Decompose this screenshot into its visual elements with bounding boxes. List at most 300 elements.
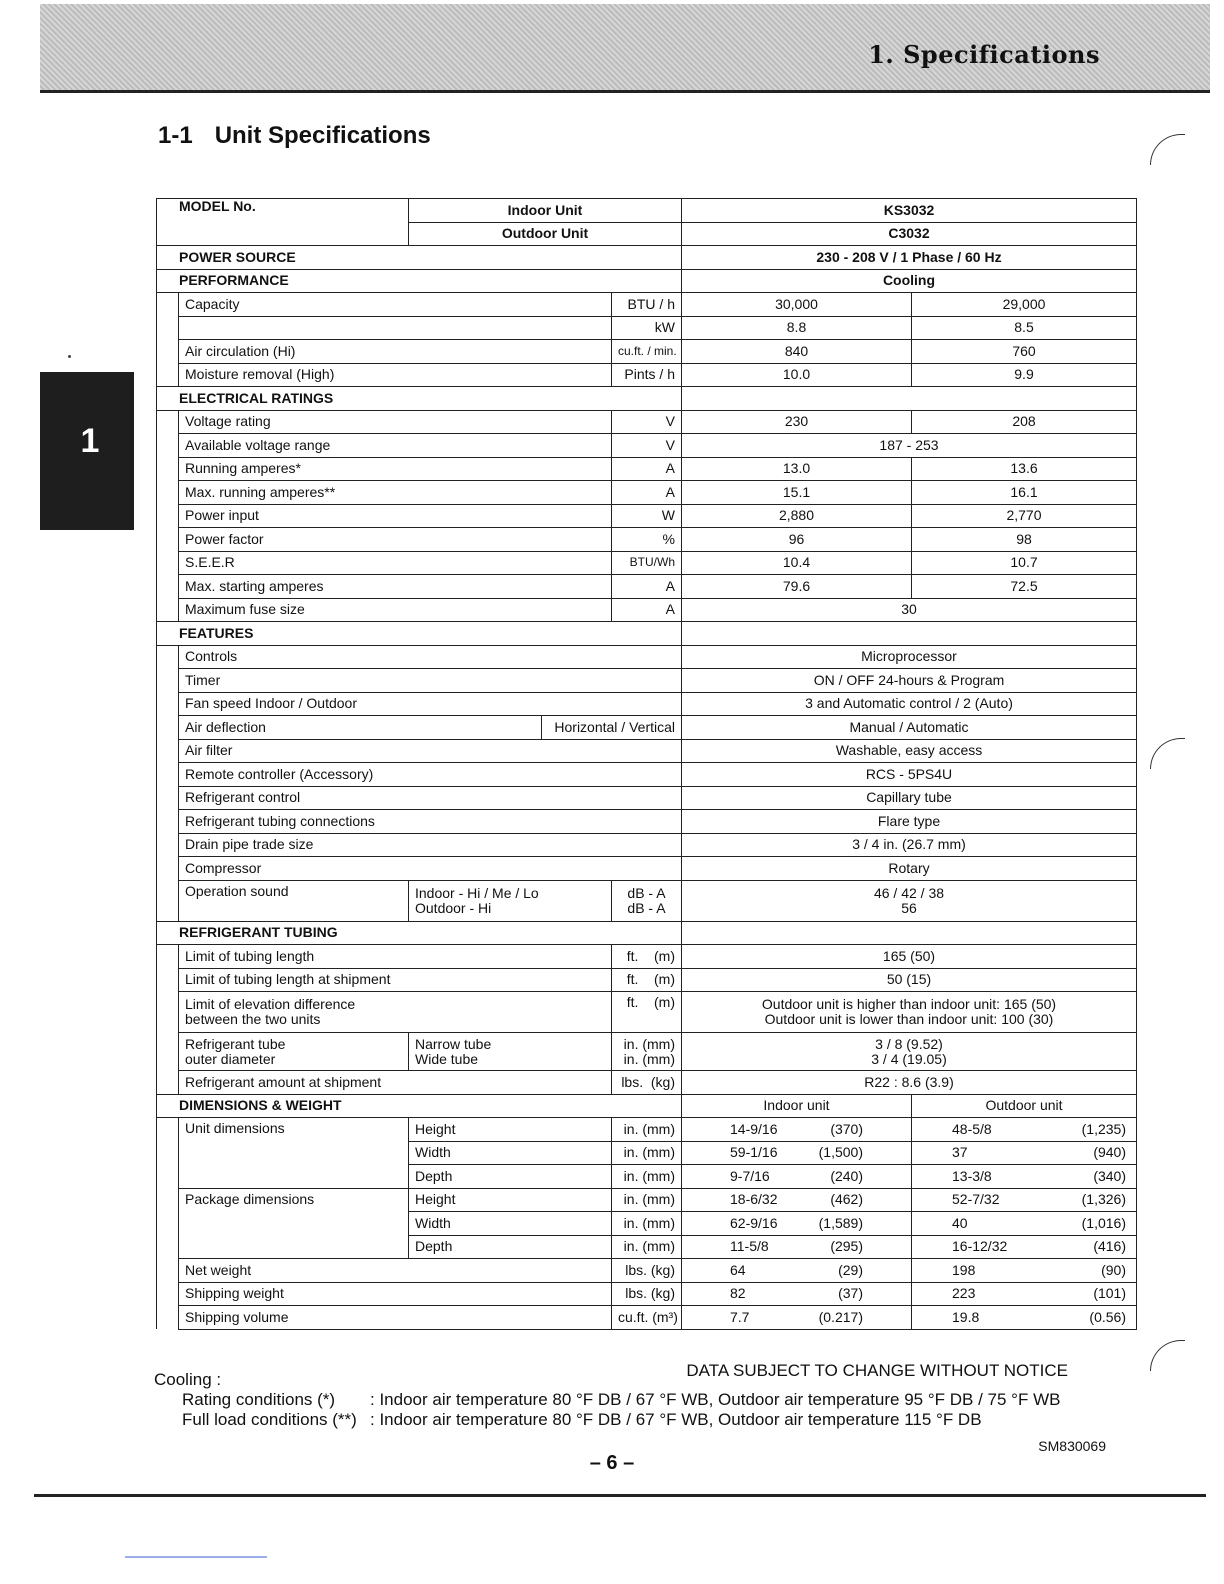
performance-mode: Cooling	[682, 269, 1137, 293]
indoor-model: KS3032	[682, 199, 1137, 223]
row-value: RCS - 5PS4U	[682, 763, 1137, 787]
indent-cell	[157, 1188, 179, 1212]
indent-cell	[157, 880, 179, 921]
elevation-value-line: Outdoor unit is lower than indoor unit: 100 (30)	[764, 1011, 1054, 1027]
indent-cell	[157, 1235, 179, 1259]
row-label: Max. running amperes**	[179, 481, 612, 505]
table-row	[157, 921, 1137, 945]
table-row	[157, 387, 1137, 411]
row-sub	[409, 1033, 612, 1071]
row-value-indoor: 10.4	[682, 551, 912, 575]
dim-outdoor-mm: (1,016)	[1081, 1214, 1126, 1231]
row-value-indoor: 79.6	[682, 575, 912, 599]
weight-indoor-mm: (29)	[838, 1261, 863, 1278]
footer-rule	[34, 1494, 1206, 1497]
weight-outdoor-in: 19.8	[952, 1308, 980, 1325]
section-heading	[158, 122, 431, 150]
electrical-label: ELECTRICAL RATINGS	[157, 387, 682, 411]
row-unit: cu.ft. (m³)	[612, 1306, 682, 1330]
indent-cell	[157, 763, 179, 787]
footer-accent-bar	[125, 1556, 267, 1558]
rating-text: : Indoor air temperature 80 °F DB / 67 °F WB, Outdoor air temperature 95 °F DB / 75 °F WB	[370, 1390, 1061, 1409]
weight-indoor-in: 82	[730, 1285, 746, 1302]
row-label: Compressor	[179, 857, 682, 881]
features-label: FEATURES	[157, 622, 682, 646]
power-source-label: POWER SOURCE	[157, 246, 682, 270]
row-label: Refrigerant tubing connections	[179, 810, 682, 834]
indent-cell	[157, 810, 179, 834]
weight-outdoor-mm: (101)	[1093, 1285, 1126, 1302]
dim-indoor-mm: (295)	[830, 1238, 863, 1255]
row-value-outdoor: 9.9	[912, 363, 1137, 387]
indent-cell	[157, 1071, 179, 1095]
row-unit: A	[612, 575, 682, 599]
table-row	[157, 1071, 1137, 1095]
row-value-outdoor: 98	[912, 528, 1137, 552]
dim-outdoor-in: 48-5/8	[952, 1120, 992, 1137]
row-unit	[612, 1033, 682, 1071]
row-value-outdoor: 760	[912, 340, 1137, 364]
dim-indoor-mm: (370)	[830, 1120, 863, 1137]
indent-cell	[157, 504, 179, 528]
row-value-outdoor	[912, 1188, 1137, 1212]
dim-indoor-mm: (1,589)	[818, 1214, 863, 1231]
row-label: Drain pipe trade size	[179, 833, 682, 857]
indent-cell	[157, 857, 179, 881]
table-row	[157, 1259, 1137, 1283]
table-row	[157, 528, 1137, 552]
header-band	[40, 4, 1210, 93]
row-value-outdoor	[912, 1259, 1137, 1283]
table-row	[157, 1282, 1137, 1306]
conditions-notes	[154, 1368, 1060, 1430]
row-value: 30	[682, 598, 1137, 622]
row-value: Microprocessor	[682, 645, 1137, 669]
table-row	[157, 410, 1137, 434]
row-value	[682, 880, 1137, 921]
indent-cell	[157, 692, 179, 716]
row-unit: A	[612, 481, 682, 505]
row-value-indoor: 96	[682, 528, 912, 552]
indent-cell	[157, 1306, 179, 1330]
row-label: Remote controller (Accessory)	[179, 763, 682, 787]
row-unit: in. (mm)	[612, 1165, 682, 1189]
binder-hole-mark	[1150, 1340, 1185, 1371]
table-row	[157, 598, 1137, 622]
row-label: Air circulation (Hi)	[179, 340, 612, 364]
row-label: Refrigerant control	[179, 786, 682, 810]
row-value-indoor	[682, 1165, 912, 1189]
row-value-indoor	[682, 1141, 912, 1165]
row-label: Limit of tubing length at shipment	[179, 968, 612, 992]
row-unit: %	[612, 528, 682, 552]
indent-cell	[157, 551, 179, 575]
table-row	[157, 551, 1137, 575]
row-unit: lbs. (kg)	[612, 1259, 682, 1283]
section-title: Unit Specifications	[214, 122, 431, 149]
rating-label: Rating conditions (*)	[182, 1390, 336, 1409]
row-value-indoor: 8.8	[682, 316, 912, 340]
binder-hole-mark	[1150, 738, 1185, 769]
dim-indoor-mm: (462)	[830, 1191, 863, 1208]
row-label: Running amperes*	[179, 457, 612, 481]
row-sub	[409, 880, 612, 921]
indent-cell	[157, 528, 179, 552]
row-value	[682, 992, 1137, 1033]
table-row	[157, 1188, 1137, 1212]
row-label: Refrigerant amount at shipment	[179, 1071, 612, 1095]
row-value: Capillary tube	[682, 786, 1137, 810]
table-row	[157, 833, 1137, 857]
diameter-sub-line: Wide tube	[415, 1050, 479, 1067]
empty-cell	[682, 921, 1137, 945]
row-unit: lbs. (kg)	[612, 1071, 682, 1095]
table-row	[157, 1094, 1137, 1118]
table-row	[157, 716, 1137, 740]
row-label: Air deflection	[179, 716, 542, 740]
row-value-indoor	[682, 1235, 912, 1259]
row-value-indoor: 10.0	[682, 363, 912, 387]
indent-cell	[157, 434, 179, 458]
row-label: Air filter	[179, 739, 682, 763]
dim-indoor-in: 59-1/16	[730, 1144, 778, 1161]
model-label: MODEL No.	[157, 199, 409, 246]
indent-cell	[157, 1141, 179, 1165]
outdoor-column-label: Outdoor unit	[912, 1094, 1137, 1118]
performance-label: PERFORMANCE	[157, 269, 682, 293]
dimensions-label: DIMENSIONS & WEIGHT	[157, 1094, 682, 1118]
diameter-value-line: 3 / 4 (19.05)	[871, 1050, 947, 1067]
row-unit: kW	[612, 316, 682, 340]
row-value-indoor: 13.0	[682, 457, 912, 481]
table-row	[157, 363, 1137, 387]
row-label: Net weight	[179, 1259, 612, 1283]
chapter-title: 1. Specifications	[868, 40, 1100, 69]
row-value-indoor: 15.1	[682, 481, 912, 505]
sound-sub-line: Outdoor - Hi	[415, 899, 492, 916]
dim-outdoor-mm: (1,235)	[1081, 1120, 1126, 1137]
row-sub: Height	[409, 1118, 612, 1142]
dim-outdoor-in: 37	[952, 1144, 968, 1161]
table-row	[157, 857, 1137, 881]
indent-cell	[157, 716, 179, 740]
indent-cell	[157, 1165, 179, 1189]
binder-hole-mark	[1150, 134, 1185, 165]
row-sub: Depth	[409, 1235, 612, 1259]
spec-table	[156, 198, 1137, 1330]
row-unit: cu.ft. / min.	[612, 340, 682, 364]
weight-indoor-in: 7.7	[730, 1308, 750, 1325]
row-sub: Width	[409, 1141, 612, 1165]
dim-outdoor-in: 16-12/32	[952, 1238, 1008, 1255]
row-label: Timer	[179, 669, 682, 693]
row-label	[179, 992, 612, 1033]
row-value-indoor	[682, 1259, 912, 1283]
dim-indoor-in: 18-6/32	[730, 1191, 778, 1208]
dim-outdoor-in: 13-3/8	[952, 1167, 992, 1184]
row-value-outdoor	[912, 1141, 1137, 1165]
row-label: Operation sound	[179, 880, 409, 921]
table-row	[157, 316, 1137, 340]
row-value-indoor	[682, 1282, 912, 1306]
table-row	[157, 457, 1137, 481]
margin-dot	[68, 355, 71, 358]
indent-cell	[157, 410, 179, 434]
row-sub: Horizontal / Vertical	[542, 716, 682, 740]
weight-indoor-in: 64	[730, 1261, 746, 1278]
row-unit: in. (mm)	[612, 1141, 682, 1165]
cooling-label: Cooling :	[154, 1370, 222, 1389]
row-value-outdoor	[912, 1212, 1137, 1236]
table-row	[157, 810, 1137, 834]
diameter-unit-line: in. (mm)	[623, 1050, 675, 1067]
sound-sub-line: Indoor - Hi / Me / Lo	[415, 884, 539, 901]
row-value-indoor: 230	[682, 410, 912, 434]
row-label: Unit dimensions	[179, 1118, 409, 1189]
full-load-label: Full load conditions (**)	[182, 1410, 357, 1429]
row-value: R22 : 8.6 (3.9)	[682, 1071, 1137, 1095]
document-id: SM830069	[1038, 1438, 1106, 1454]
row-value-outdoor: 29,000	[912, 293, 1137, 317]
table-row	[157, 945, 1137, 969]
table-row	[157, 645, 1137, 669]
row-label: Available voltage range	[179, 434, 612, 458]
indent-cell	[157, 1282, 179, 1306]
table-row	[157, 1118, 1137, 1142]
power-source-value: 230 - 208 V / 1 Phase / 60 Hz	[682, 246, 1137, 270]
row-unit: in. (mm)	[612, 1118, 682, 1142]
sound-unit-line: dB - A	[627, 899, 666, 916]
row-unit: ft. (m)	[612, 945, 682, 969]
indent-cell	[157, 1033, 179, 1071]
row-label: Controls	[179, 645, 682, 669]
indent-cell	[157, 575, 179, 599]
dim-outdoor-mm: (1,326)	[1081, 1191, 1126, 1208]
sound-unit-line: dB - A	[627, 884, 666, 901]
row-label: Shipping volume	[179, 1306, 612, 1330]
chapter-tab-number: 1	[80, 422, 100, 460]
row-value-outdoor: 2,770	[912, 504, 1137, 528]
table-row	[157, 1033, 1137, 1071]
row-unit: BTU/Wh	[612, 551, 682, 575]
row-value: 3 / 4 in. (26.7 mm)	[682, 833, 1137, 857]
row-value: 3 and Automatic control / 2 (Auto)	[682, 692, 1137, 716]
indent-cell	[157, 481, 179, 505]
dim-indoor-in: 62-9/16	[730, 1214, 778, 1231]
table-row	[157, 880, 1137, 921]
full-load-text: : Indoor air temperature 80 °F DB / 67 °F WB, Outdoor air temperature 115 °F DB	[370, 1410, 982, 1429]
table-row	[157, 199, 1137, 223]
row-label: S.E.E.R	[179, 551, 612, 575]
row-label: Voltage rating	[179, 410, 612, 434]
row-value: Manual / Automatic	[682, 716, 1137, 740]
table-row	[157, 622, 1137, 646]
row-value-outdoor: 10.7	[912, 551, 1137, 575]
row-label: Shipping weight	[179, 1282, 612, 1306]
weight-indoor-mm: (0.217)	[818, 1308, 863, 1325]
row-unit: BTU / h	[612, 293, 682, 317]
row-label: Package dimensions	[179, 1188, 409, 1259]
row-value-outdoor	[912, 1282, 1137, 1306]
row-value-outdoor: 13.6	[912, 457, 1137, 481]
dim-outdoor-mm: (940)	[1093, 1144, 1126, 1161]
row-value: Washable, easy access	[682, 739, 1137, 763]
diameter-sub-line: Narrow tube	[415, 1035, 492, 1052]
dim-indoor-mm: (240)	[830, 1167, 863, 1184]
dim-outdoor-in: 40	[952, 1214, 968, 1231]
table-row	[157, 340, 1137, 364]
table-row	[157, 692, 1137, 716]
row-value: 50 (15)	[682, 968, 1137, 992]
indent-cell	[157, 739, 179, 763]
outdoor-unit-label: Outdoor Unit	[409, 222, 682, 246]
table-row	[157, 786, 1137, 810]
indent-cell	[157, 457, 179, 481]
diameter-label-line: Refrigerant tube	[185, 1035, 286, 1052]
row-label: Moisture removal (High)	[179, 363, 612, 387]
row-label: Maximum fuse size	[179, 598, 612, 622]
table-row	[157, 434, 1137, 458]
rating-conditions	[154, 1390, 1060, 1410]
row-value-indoor: 840	[682, 340, 912, 364]
row-value-outdoor: 8.5	[912, 316, 1137, 340]
row-label: Power input	[179, 504, 612, 528]
row-label	[179, 316, 612, 340]
row-unit: A	[612, 598, 682, 622]
row-value	[682, 1033, 1137, 1071]
table-row	[157, 968, 1137, 992]
indent-cell	[157, 992, 179, 1033]
dim-indoor-in: 9-7/16	[730, 1167, 770, 1184]
chapter-tab	[40, 372, 134, 530]
indent-cell	[157, 1259, 179, 1283]
row-value-indoor	[682, 1306, 912, 1330]
row-sub: Width	[409, 1212, 612, 1236]
indent-cell	[157, 786, 179, 810]
row-unit: lbs. (kg)	[612, 1282, 682, 1306]
row-unit: Pints / h	[612, 363, 682, 387]
indent-cell	[157, 1118, 179, 1142]
elevation-label-line: between the two units	[185, 1011, 321, 1027]
diameter-value-line: 3 / 8 (9.52)	[875, 1035, 943, 1052]
weight-outdoor-in: 223	[952, 1285, 976, 1302]
indent-cell	[157, 833, 179, 857]
diameter-label-line: outer diameter	[185, 1050, 276, 1067]
row-value-outdoor	[912, 1235, 1137, 1259]
row-label: Power factor	[179, 528, 612, 552]
row-value-indoor: 2,880	[682, 504, 912, 528]
full-load-conditions	[154, 1410, 1060, 1430]
row-unit: A	[612, 457, 682, 481]
row-sub: Height	[409, 1188, 612, 1212]
table-row	[157, 763, 1137, 787]
indoor-column-label: Indoor unit	[682, 1094, 912, 1118]
row-unit: in. (mm)	[612, 1235, 682, 1259]
row-label: Fan speed Indoor / Outdoor	[179, 692, 682, 716]
indent-cell	[157, 669, 179, 693]
dim-outdoor-mm: (416)	[1093, 1238, 1126, 1255]
row-label: Max. starting amperes	[179, 575, 612, 599]
weight-outdoor-in: 198	[952, 1261, 976, 1278]
indent-cell	[157, 968, 179, 992]
outdoor-model: C3032	[682, 222, 1137, 246]
sound-value-line: 56	[901, 899, 917, 916]
weight-outdoor-mm: (0.56)	[1089, 1308, 1126, 1325]
row-value: 165 (50)	[682, 945, 1137, 969]
sound-value-line: 46 / 42 / 38	[873, 884, 945, 901]
row-unit	[612, 880, 682, 921]
row-unit: V	[612, 410, 682, 434]
empty-cell	[682, 622, 1137, 646]
table-row	[157, 739, 1137, 763]
table-row	[157, 293, 1137, 317]
weight-outdoor-mm: (90)	[1101, 1261, 1126, 1278]
table-row	[157, 1306, 1137, 1330]
row-label: Capacity	[179, 293, 612, 317]
row-value-outdoor	[912, 1118, 1137, 1142]
page-number: – 6 –	[589, 1452, 635, 1474]
row-value-indoor: 30,000	[682, 293, 912, 317]
dim-indoor-mm: (1,500)	[818, 1144, 863, 1161]
tubing-label: REFRIGERANT TUBING	[157, 921, 682, 945]
indent-cell	[157, 945, 179, 969]
weight-indoor-mm: (37)	[838, 1285, 863, 1302]
row-unit: ft. (m)	[612, 992, 682, 1033]
section-number: 1-1	[158, 122, 193, 149]
elevation-label-line: Limit of elevation difference	[185, 996, 356, 1012]
row-label: Limit of tubing length	[179, 945, 612, 969]
indent-cell	[157, 598, 179, 622]
dim-indoor-in: 11-5/8	[730, 1238, 769, 1255]
row-unit: in. (mm)	[612, 1212, 682, 1236]
table-row	[157, 246, 1137, 270]
row-unit: in. (mm)	[612, 1188, 682, 1212]
table-row	[157, 481, 1137, 505]
row-sub: Depth	[409, 1165, 612, 1189]
row-value: 187 - 253	[682, 434, 1137, 458]
row-value-indoor	[682, 1212, 912, 1236]
notice-text: DATA SUBJECT TO CHANGE WITHOUT NOTICE	[686, 1361, 1068, 1380]
dim-outdoor-in: 52-7/32	[952, 1191, 1000, 1208]
row-value-outdoor: 72.5	[912, 575, 1137, 599]
table-row	[157, 575, 1137, 599]
row-value-outdoor: 16.1	[912, 481, 1137, 505]
row-unit: W	[612, 504, 682, 528]
table-row	[157, 504, 1137, 528]
diameter-unit-line: in. (mm)	[623, 1035, 675, 1052]
table-row	[157, 992, 1137, 1033]
row-value-outdoor	[912, 1165, 1137, 1189]
dim-outdoor-mm: (340)	[1093, 1167, 1126, 1184]
elevation-value-line: Outdoor unit is higher than indoor unit: 165 (50)	[761, 996, 1057, 1012]
row-value-outdoor	[912, 1306, 1137, 1330]
indoor-unit-label: Indoor Unit	[409, 199, 682, 223]
row-value-indoor	[682, 1188, 912, 1212]
indent-cell	[157, 1212, 179, 1236]
row-value: Rotary	[682, 857, 1137, 881]
row-value: ON / OFF 24-hours & Program	[682, 669, 1137, 693]
table-row	[157, 669, 1137, 693]
row-label	[179, 1033, 409, 1071]
indent-cell	[157, 645, 179, 669]
row-value-outdoor: 208	[912, 410, 1137, 434]
row-unit: ft. (m)	[612, 968, 682, 992]
row-value-indoor	[682, 1118, 912, 1142]
row-unit: V	[612, 434, 682, 458]
dim-indoor-in: 14-9/16	[730, 1120, 778, 1137]
row-value: Flare type	[682, 810, 1137, 834]
table-row	[157, 269, 1137, 293]
